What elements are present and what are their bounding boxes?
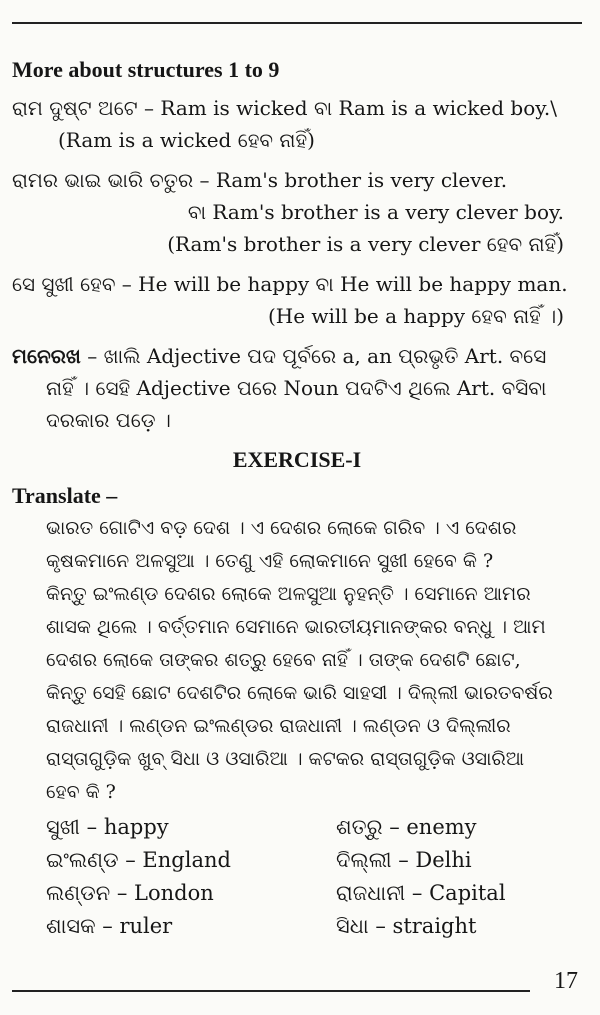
note-line-3: ଦରକାର ପଡ଼େ । [46,408,171,432]
passage-line: ରାଜଧାନୀ । ଲଣ୍ଡନ ଇଂଲଣ୍ଡର ରାଜଧାନୀ । ଲଣ୍ଡନ ଓ ଦିଲ୍ଲୀର [46,715,511,737]
note-line-1: – ଖାଲି Adjective ପଦ ପୂର୍ବରେ a, an ପ୍ରଭୃତି Art. ବସେ [80,344,547,368]
exercise-title: EXERCISE-I [232,447,362,472]
example-3-line-2: (He will be a happy ହେବ ନାହିଁ ।) [267,304,564,328]
bottom-rule [12,990,530,992]
note-label: ମନେରଖ [12,344,81,368]
example-1-line-1: ରାମ ଦୁଷ୍ଟ ଅଟେ – Ram is wicked ବା Ram is a wicked boy.\ [12,96,557,120]
vocab-item: ସୁଖୀ – happy [46,815,169,839]
example-2-line-3: (Ram's brother is a very clever ହେବ ନାହିଁ) [167,232,564,256]
example-2-line-1: ରାମର ଭାଇ ଭାରି ଚତୁର – Ram's brother is very clever. [12,168,508,192]
passage-line: ଦେଶର ଲୋକେ ତାଙ୍କର ଶତ୍ରୁ ହେବେ ନାହିଁ । ତାଙ୍କ ଦେଶଟି ଛୋଟ, [46,649,521,671]
note-block [12,340,582,436]
section-heading: More about structures 1 to 9 [12,57,280,82]
passage-line: କିନ୍ତୁ ସେହି ଛୋଟ ଦେଶଟିର ଲୋକେ ଭାରି ସାହସୀ । ଦିଲ୍ଲୀ ଭାରତବର୍ଷର [46,682,553,704]
top-rule [12,22,582,24]
vocab-item: ଇଂଲଣ୍ଡ – England [46,848,231,872]
vocab-item: ଶତ୍ରୁ – enemy [336,815,477,839]
note-line-2: ନାହିଁ । ସେହି Adjective ପରେ Noun ପଦଟିଏ ଥିଲେ Art. ବସିବା [46,376,547,400]
passage [12,512,582,809]
example-3 [12,268,582,332]
vocab-item: ଶାସକ – ruler [46,914,173,938]
passage-line: କୃଷକମାନେ ଅଳସୁଆ । ତେଣୁ ଏହି ଲୋକମାନେ ସୁଖୀ ହେବେ କି ? [46,550,494,572]
passage-line: ରାସ୍ତାଗୁଡ଼ିକ ଖୁବ୍ ସିଧା ଓ ଓସାରିଆ । କଟକର ରାସ୍ତାଗୁଡ଼ିକ ଓସାରିଆ [46,748,525,770]
passage-line: ଭାରତ ଗୋଟିଏ ବଡ଼ ଦେଶ । ଏ ଦେଶର ଲୋକେ ଗରିବ । ଏ ଦେଶର [46,517,517,539]
passage-line: ହେବ କି ? [46,781,116,803]
example-3-line-1: ସେ ସୁଖୀ ହେବ – He will be happy ବା He will be happy man. [12,272,568,296]
vocab-item: ଦିଲ୍ଲୀ – Delhi [336,848,472,872]
example-1 [12,92,582,156]
example-1-line-2: (Ram is a wicked ହେବ ନାହିଁ) [58,128,315,152]
vocab-item: ଲଣ୍ଡନ – London [46,881,214,905]
example-2-line-2: ବା Ram's brother is a very clever boy. [187,200,564,224]
vocabulary-list [12,811,582,943]
passage-line: ଶାସକ ଥିଲେ । ବର୍ତ୍ତମାନ ସେମାନେ ଭାରତୀୟମାନଙ୍କର ବନ୍ଧୁ । ଆମ [46,616,546,638]
page-number: 17 [554,968,578,994]
vocab-item: ରାଜଧାନୀ – Capital [336,881,506,905]
passage-line: କିନ୍ତୁ ଇଂଲଣ୍ଡ ଦେଶର ଲୋକେ ଅଳସୁଆ ନୁହନ୍ତି । ସେମାନେ ଆମର [46,583,531,605]
translate-label: Translate – [12,483,118,508]
vocab-item: ସିଧା – straight [336,914,477,938]
example-2 [12,164,582,260]
page-content [12,52,582,943]
